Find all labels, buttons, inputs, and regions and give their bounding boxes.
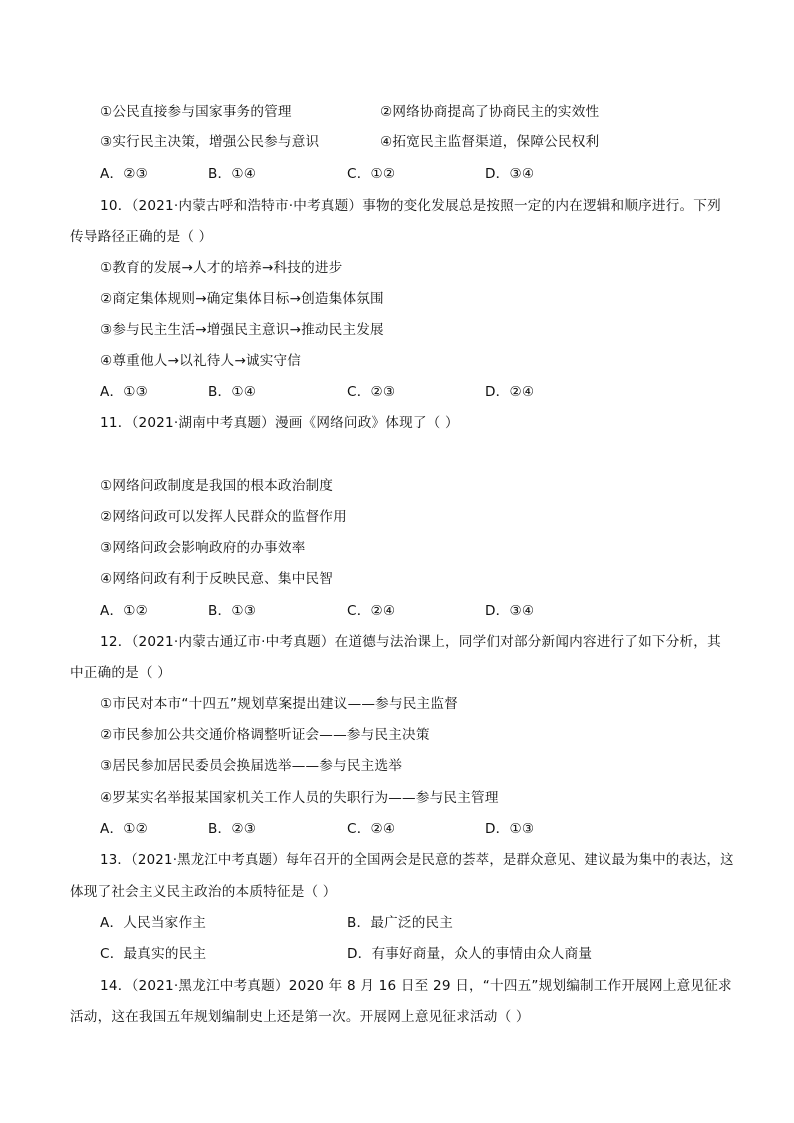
q12-stem-line-2: 中正确的是（ ） [70,665,172,681]
q11-item-1: ①网络问政制度是我国的根本政治制度 [100,478,334,494]
q10-item-1: ①教育的发展→人才的培养→科技的进步 [100,260,343,276]
q12-item-1: ①市民对本市“十四五”规划草案提出建议——参与民主监督 [100,696,458,712]
q12-option-b: B．②③ [208,821,257,837]
q9-item-2: ②网络协商提高了协商民主的实效性 [380,104,600,120]
q11-item-4: ④网络问政有利于反映民意、集中民智 [100,571,334,587]
q12-option-d: D．①③ [485,821,535,837]
q13-option-c: C．最真实的民主 [100,946,207,962]
q14-stem-line-2: 活动，这在我国五年规划编制史上还是第一次。开展网上意见征求活动（ ） [70,1009,530,1025]
q12-option-a: A．①② [100,821,149,837]
q13-option-b: B．最广泛的民主 [347,915,454,931]
q12-item-2: ②市民参加公共交通价格调整听证会——参与民主决策 [100,727,430,743]
q11-option-d: D．③④ [485,603,535,619]
q10-stem-line-2: 传导路径正确的是（ ） [70,229,213,245]
q12-item-4: ④罗某实名举报某国家机关工作人员的失职行为——参与民主管理 [100,790,499,806]
q10-option-b: B．①④ [208,384,257,400]
q10-stem-line-1: 10．（2021·内蒙古呼和浩特市·中考真题）事物的变化发展总是按照一定的内在逻辑和顺序进行。下列 [100,198,721,214]
q14-stem-line-1: 14．（2021·黑龙江中考真题）2020 年 8 月 16 日至 29 日，“十四五”规划编制工作开展网上意见征求 [100,978,732,994]
q11-option-a: A．①② [100,603,149,619]
q11-option-c: C．②④ [347,603,396,619]
q13-option-a: A．人民当家作主 [100,915,207,931]
q9-item-3: ③实行民主决策，增强公民参与意识 [100,134,320,150]
q12-stem-line-1: 12．（2021·内蒙古通辽市·中考真题）在道德与法治课上，同学们对部分新闻内容进行了如下分析，其 [100,634,721,650]
q12-option-c: C．②④ [347,821,396,837]
q9-item-4: ④拓宽民主监督渠道，保障公民权利 [380,134,600,150]
q12-item-3: ③居民参加居民委员会换届选举——参与民主选举 [100,758,403,774]
q10-option-d: D．②④ [485,384,535,400]
q10-item-4: ④尊重他人→以礼待人→诚实守信 [100,353,302,369]
q11-stem: 11．（2021·湖南中考真题）漫画《网络问政》体现了（ ） [100,415,459,431]
q13-stem-line-1: 13．（2021·黑龙江中考真题）每年召开的全国两会是民意的荟萃，是群众意见、建议最为集中的表达，这 [100,852,734,868]
q11-item-2: ②网络问政可以发挥人民群众的监督作用 [100,509,347,525]
q13-stem-line-2: 体现了社会主义民主政治的本质特征是（ ） [70,884,337,900]
q9-option-c: C．①② [347,166,396,182]
q10-item-2: ②商定集体规则→确定集体目标→创造集体氛围 [100,291,384,307]
q11-option-b: B．①③ [208,603,257,619]
q9-option-d: D．③④ [485,166,535,182]
q9-item-1: ①公民直接参与国家事务的管理 [100,104,292,120]
q10-option-c: C．②③ [347,384,396,400]
q13-option-d: D．有事好商量，众人的事情由众人商量 [347,946,593,962]
q9-option-b: B．①④ [208,166,257,182]
q9-option-a: A．②③ [100,166,149,182]
q11-item-3: ③网络问政会影响政府的办事效率 [100,540,306,556]
q10-item-3: ③参与民主生活→增强民主意识→推动民主发展 [100,322,384,338]
q10-option-a: A．①③ [100,384,149,400]
